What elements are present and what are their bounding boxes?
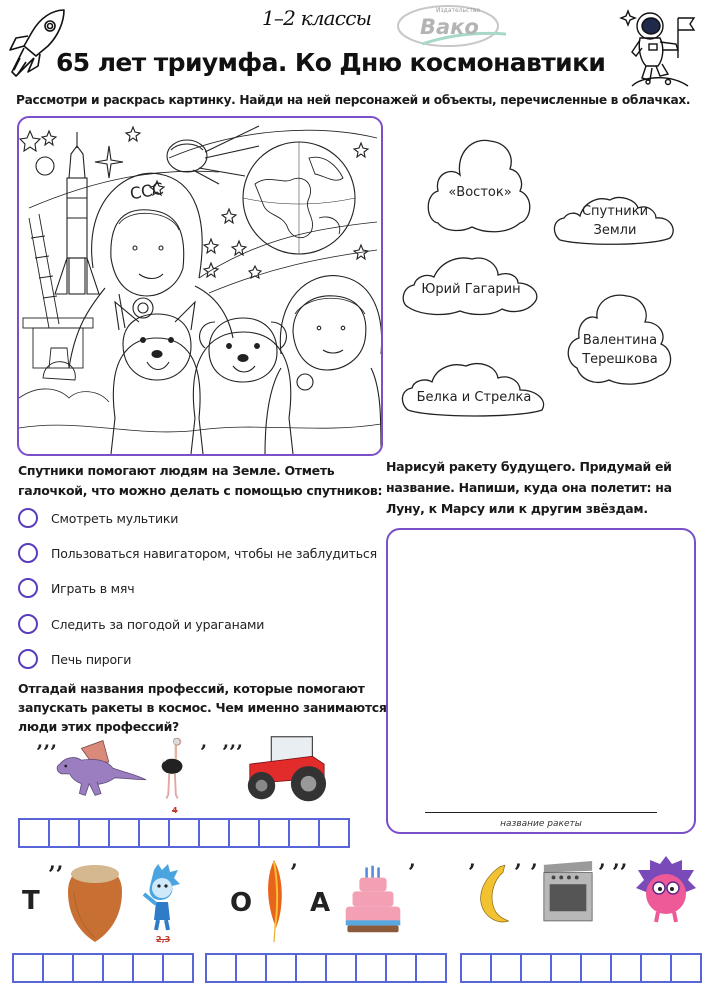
- cloud-label: Юрий Гагарин: [421, 282, 521, 297]
- rebus-comma-mark: ’: [530, 860, 538, 886]
- star-icon: [20, 127, 368, 278]
- rebus-comma-marks: ’’’: [36, 740, 57, 764]
- publisher-logo: [396, 4, 506, 48]
- rebus-comma-mark: ’: [468, 860, 476, 886]
- checkbox-circle[interactable]: [18, 543, 38, 563]
- checkbox-circle[interactable]: [18, 508, 38, 528]
- answer-cell[interactable]: [357, 953, 387, 983]
- launch-tower: [23, 214, 93, 380]
- answer-cell[interactable]: [582, 953, 612, 983]
- fixie-picture: [140, 864, 184, 932]
- astronaut-flag-icon: [618, 4, 702, 88]
- task2-question-line2: галочкой, что можно делать с помощью спутников:: [18, 483, 383, 498]
- answer-cell[interactable]: [14, 953, 44, 983]
- answer-cell[interactable]: [164, 953, 194, 983]
- answer-cell[interactable]: [134, 953, 164, 983]
- ostrich-letter-number: 4: [172, 806, 178, 815]
- option-label: Играть в мяч: [51, 580, 135, 596]
- rocket-drawing-area[interactable]: [386, 528, 696, 834]
- task4-line1: Отгадай названия профессий, которые помогают: [18, 681, 365, 696]
- answer-cell[interactable]: [44, 953, 74, 983]
- rebus-comma-mark: ’: [598, 860, 606, 886]
- rebus-comma-mark: ’: [290, 860, 298, 886]
- option-navigator[interactable]: [18, 540, 377, 566]
- cloud-label-1: Валентина: [582, 333, 658, 348]
- answer-grid-rebus-3[interactable]: [460, 953, 702, 983]
- answer-cell[interactable]: [267, 953, 297, 983]
- answer-cell[interactable]: [200, 818, 230, 848]
- page-title: 65 лет триумфа. Ко Дню космонавтики: [56, 48, 606, 77]
- task4-line2: запускать ракеты в космос. Чем именно занимаются: [18, 700, 387, 715]
- rebus-comma-marks: ’’’: [222, 740, 243, 764]
- option-label: Печь пироги: [51, 651, 132, 667]
- option-pies[interactable]: [18, 646, 131, 672]
- cloud-belka-strelka[interactable]: [400, 360, 548, 418]
- vostok-rocket: [55, 132, 99, 294]
- answer-cell[interactable]: [462, 953, 492, 983]
- cloud-gagarin[interactable]: [400, 255, 542, 317]
- rebus-letter: О: [230, 888, 253, 918]
- rebus-comma-marks: ’’: [612, 860, 628, 886]
- cloud-label-2: Земли: [593, 223, 637, 238]
- hazelnut-picture: [62, 862, 128, 944]
- rebus-comma-mark: ’: [200, 740, 207, 764]
- answer-cell[interactable]: [612, 953, 642, 983]
- cake-picture: [344, 858, 402, 940]
- answer-cell[interactable]: [74, 953, 104, 983]
- sputnik-icon: [167, 126, 259, 184]
- stove-picture: [540, 856, 596, 924]
- answer-cell[interactable]: [110, 818, 140, 848]
- answer-cell[interactable]: [140, 818, 170, 848]
- option-ball[interactable]: [18, 575, 134, 601]
- task3-line1: Нарисуй ракету будущего. Придумай ей: [386, 459, 672, 474]
- task2-question-line1: Спутники помогают людям на Земле. Отметь: [18, 463, 335, 478]
- checkbox-circle[interactable]: [18, 649, 38, 669]
- coloring-illustration[interactable]: [17, 116, 383, 456]
- ostrich-picture: [160, 736, 186, 806]
- answer-cell[interactable]: [290, 818, 320, 848]
- cloud-label-2: Терешкова: [582, 352, 658, 367]
- option-weather[interactable]: [18, 611, 264, 637]
- answer-cell[interactable]: [170, 818, 200, 848]
- rebus-letter: А: [310, 888, 331, 918]
- option-cartoons[interactable]: [18, 505, 178, 531]
- cloud-tereshkova[interactable]: [565, 292, 675, 386]
- banana-picture: [476, 860, 512, 928]
- cloud-label: Белка и Стрелка: [416, 390, 532, 405]
- rocket-name-caption: название ракеты: [500, 819, 582, 829]
- answer-cell[interactable]: [522, 953, 552, 983]
- option-label: Пользоваться навигатором, чтобы не заблудиться: [51, 545, 377, 561]
- dragon-picture: [52, 738, 148, 798]
- answer-cell[interactable]: [492, 953, 522, 983]
- answer-grid-professions[interactable]: [18, 818, 350, 848]
- rocket-name-line[interactable]: [425, 812, 657, 813]
- answer-cell[interactable]: [417, 953, 447, 983]
- grade-label: 1–2 классы: [262, 6, 372, 30]
- answer-cell[interactable]: [327, 953, 357, 983]
- task1-instruction: Рассмотри и раскрась картинку. Найди на ней персонажей и объекты, перечисленные в облачках.: [16, 93, 691, 107]
- earth-globe: [243, 142, 355, 254]
- publisher-small: Издательство: [436, 7, 481, 14]
- cloud-sputniki[interactable]: [552, 194, 678, 246]
- rebus-comma-mark: ’: [408, 860, 416, 886]
- answer-cell[interactable]: [320, 818, 350, 848]
- fixie-letter-numbers: 2,3: [156, 935, 171, 944]
- answer-grid-rebus-2[interactable]: [205, 953, 447, 983]
- answer-cell[interactable]: [642, 953, 672, 983]
- answer-cell[interactable]: [80, 818, 110, 848]
- answer-cell[interactable]: [207, 953, 237, 983]
- answer-cell[interactable]: [20, 818, 50, 848]
- option-label: Смотреть мультики: [51, 510, 179, 526]
- task3-line3: Луну, к Марсу или к другим звёздам.: [386, 501, 648, 516]
- answer-cell[interactable]: [230, 818, 260, 848]
- checkbox-circle[interactable]: [18, 578, 38, 598]
- moon-icon: [36, 157, 54, 175]
- cloud-vostok[interactable]: [424, 133, 536, 237]
- rebus-letter: Т: [22, 886, 40, 916]
- helmet-text: CCC: [128, 178, 165, 204]
- rebus-comma-mark: ’: [514, 860, 522, 886]
- task4-line3: люди этих профессий?: [18, 719, 179, 734]
- answer-cell[interactable]: [260, 818, 290, 848]
- answer-cell[interactable]: [237, 953, 267, 983]
- answer-grid-rebus-1[interactable]: [12, 953, 194, 983]
- tractor-picture: [240, 734, 330, 804]
- task3-line2: название. Напиши, куда она полетит: на: [386, 480, 672, 495]
- cloud-label-1: Спутники: [581, 204, 649, 219]
- answer-cell[interactable]: [104, 953, 134, 983]
- answer-cell[interactable]: [297, 953, 327, 983]
- answer-cell[interactable]: [672, 953, 702, 983]
- checkbox-circle[interactable]: [18, 614, 38, 634]
- strelka-dog: [191, 318, 293, 454]
- publisher-name: Вако: [420, 15, 479, 39]
- hedgehog-picture: [636, 856, 696, 924]
- cloud-label: «Восток»: [448, 185, 512, 200]
- answer-cell[interactable]: [50, 818, 80, 848]
- option-label: Следить за погодой и ураганами: [51, 616, 265, 632]
- answer-cell[interactable]: [387, 953, 417, 983]
- answer-cell[interactable]: [552, 953, 582, 983]
- feather-picture: [262, 858, 286, 942]
- rebus-comma-marks: ’’: [48, 862, 64, 888]
